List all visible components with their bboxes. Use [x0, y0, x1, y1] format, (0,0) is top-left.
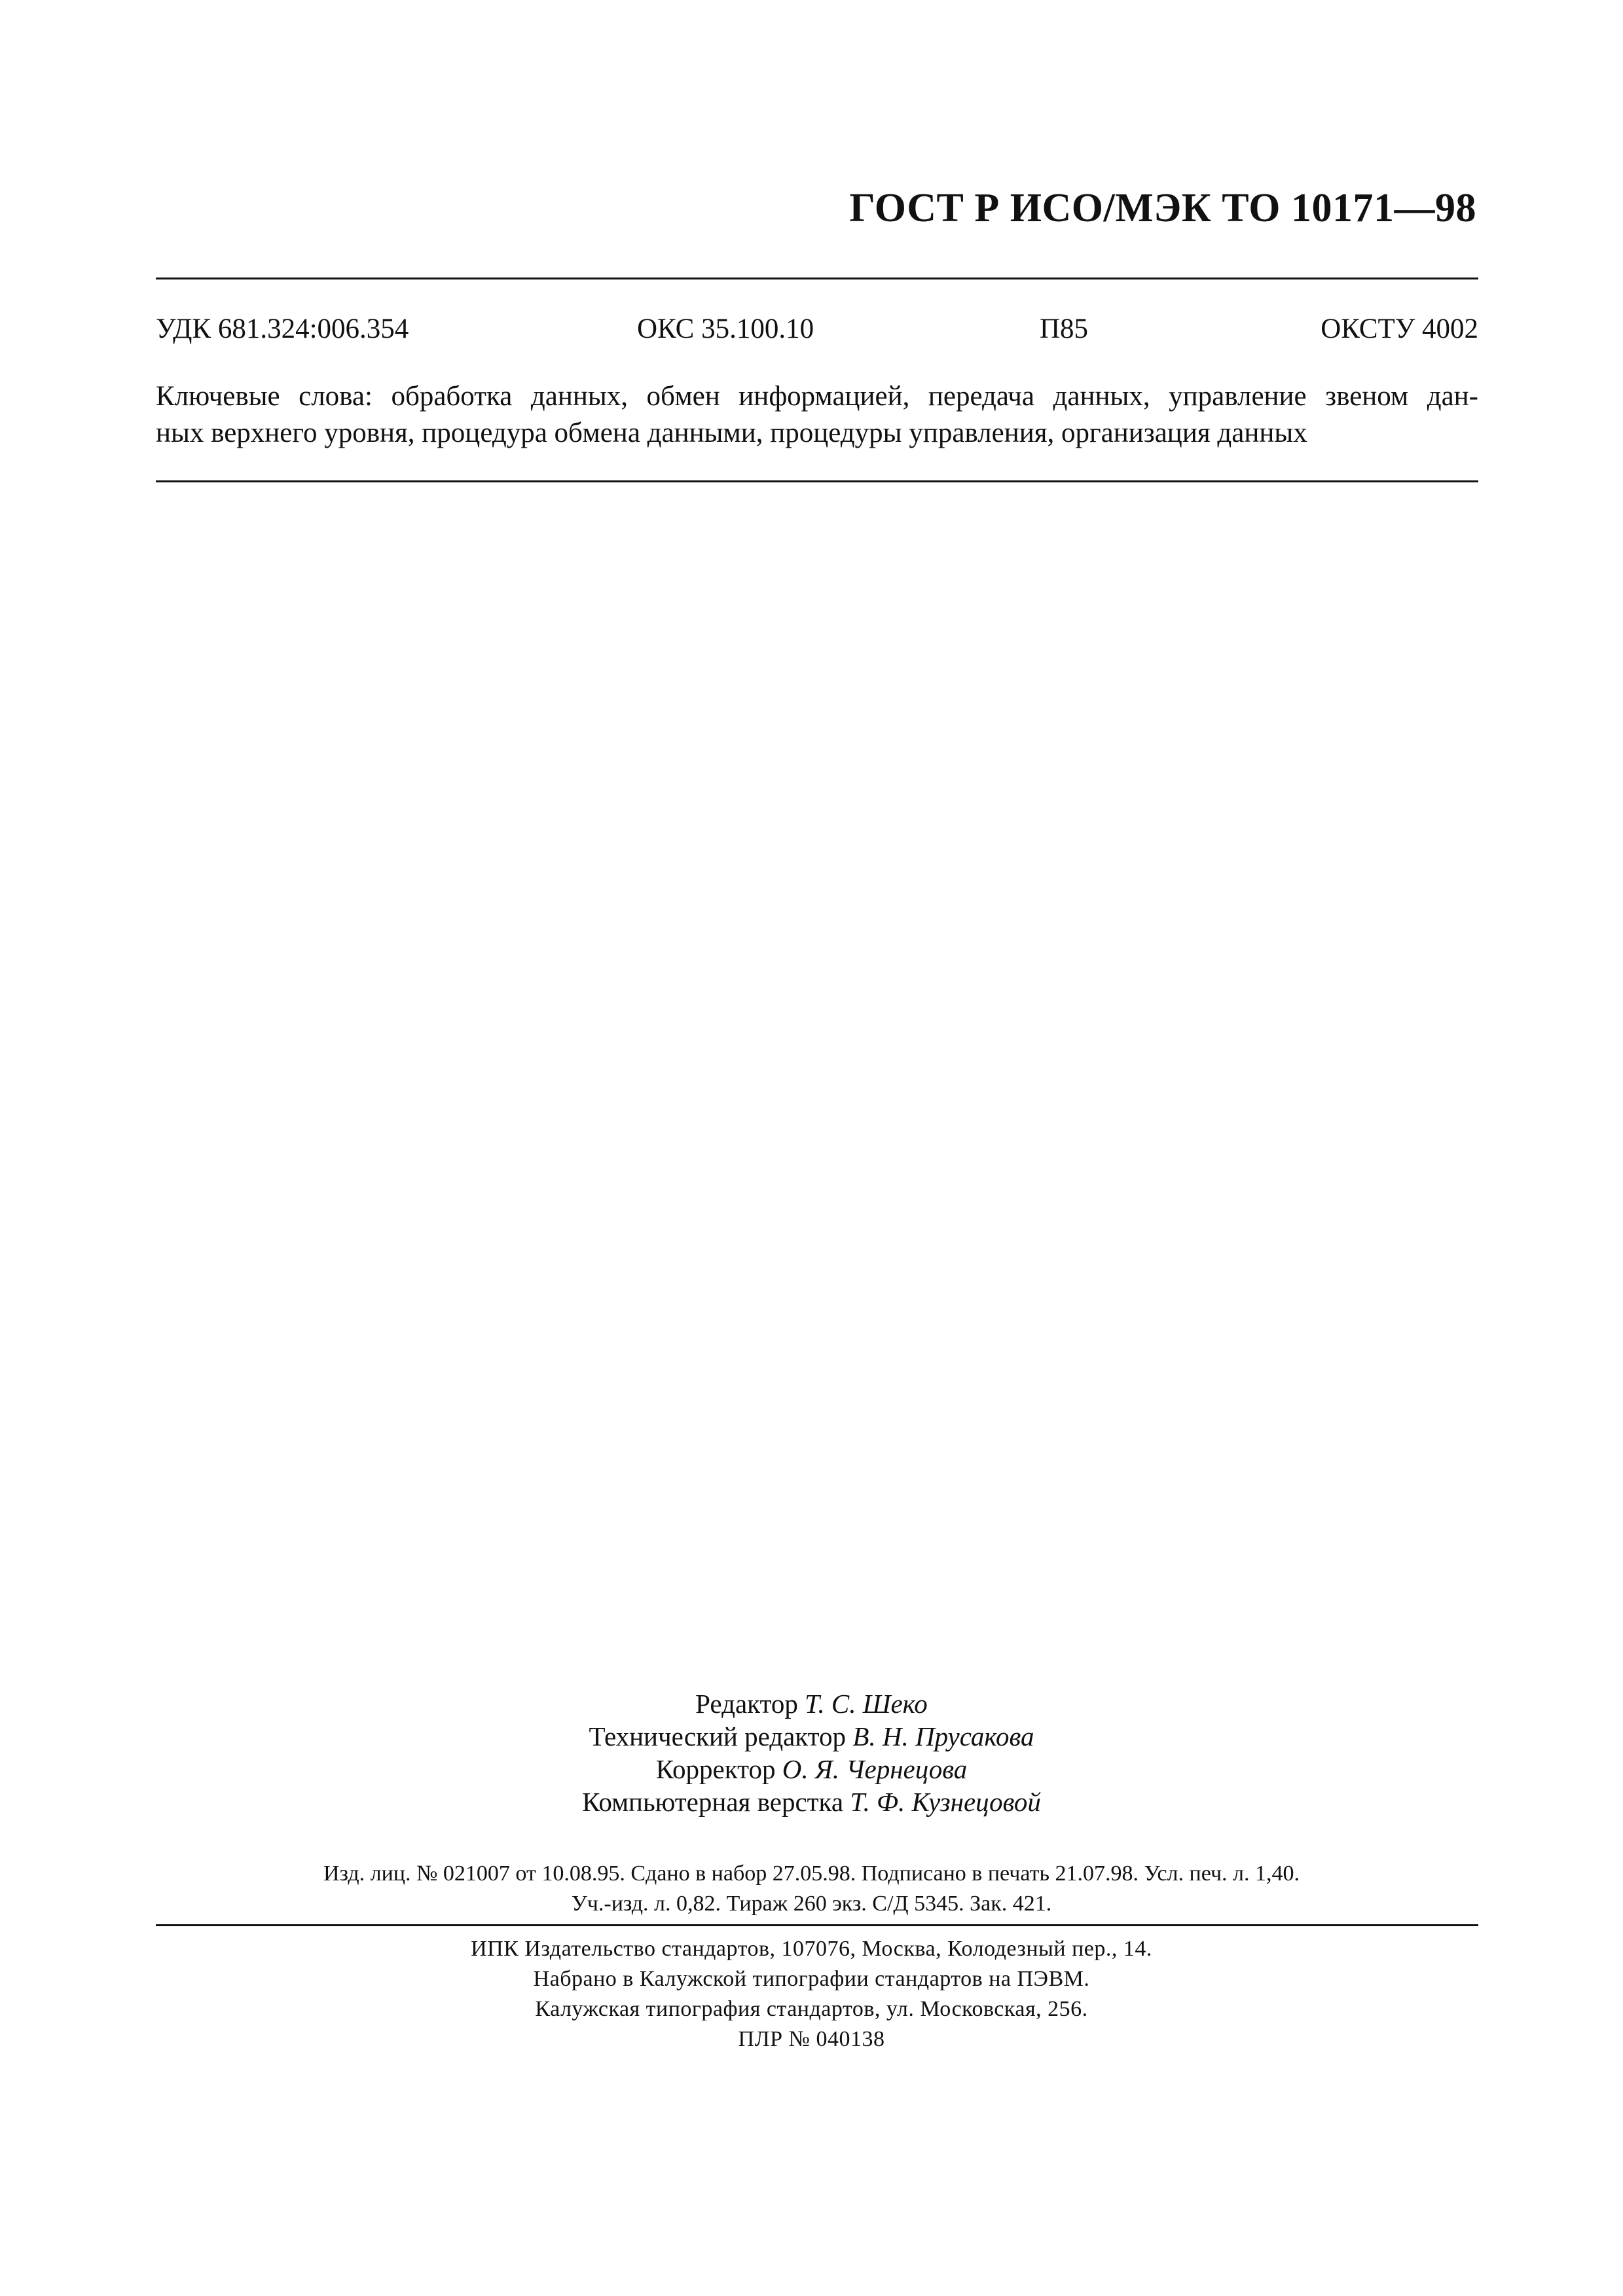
- publication-line-1: Изд. лиц. № 021007 от 10.08.95. Сдано в набор 27.05.98. Подписано в печать 21.07.98. Усл. печ. л. 1,40.: [323, 1861, 1300, 1886]
- credit-name: О. Я. Чернецова: [782, 1754, 968, 1784]
- oks-code: ОКС 35.100.10: [637, 314, 814, 344]
- printer-line-4: ПЛР № 040138: [738, 2027, 885, 2051]
- classification-row: [156, 313, 1478, 352]
- keywords-divider: [156, 480, 1478, 482]
- credit-role: Редактор: [695, 1689, 798, 1719]
- document-code: ГОСТ Р ИСО/МЭК ТО 10171—98: [849, 186, 1476, 230]
- keywords-block: [156, 378, 1478, 452]
- credit-role: Корректор: [655, 1754, 776, 1784]
- group-code: П85: [1040, 314, 1089, 344]
- printer-line-2: Набрано в Калужской типографии стандартов на ПЭВМ.: [533, 1967, 1090, 1991]
- okstu-code: ОКСТУ 4002: [1321, 314, 1478, 344]
- credit-name: В. Н. Прусакова: [852, 1721, 1034, 1751]
- credit-role: Компьютерная верстка: [582, 1787, 844, 1817]
- credit-proofreader: [0, 1753, 1623, 1785]
- credit-name: Т. С. Шеко: [805, 1689, 928, 1719]
- printer-info: [0, 1934, 1623, 2054]
- printer-line-3: Калужская типография стандартов, ул. Московская, 256.: [535, 1997, 1088, 2021]
- keywords-line-2: ных верхнего уровня, процедура обмена данными, процедуры управления, организация данных: [156, 418, 1307, 448]
- udk-code: УДК 681.324:006.354: [156, 314, 409, 344]
- credit-editor: [0, 1687, 1623, 1720]
- printer-line-1: ИПК Издательство стандартов, 107076, Москва, Колодезный пер., 14.: [471, 1937, 1152, 1961]
- credit-technical-editor: [0, 1720, 1623, 1753]
- top-divider: [156, 278, 1478, 279]
- keywords-line-1: Ключевые слова: обработка данных, обмен информацией, передача данных, управление звеном дан-: [156, 381, 1478, 412]
- publication-line-2: Уч.-изд. л. 0,82. Тираж 260 экз. С/Д 5345. Зак. 421.: [571, 1892, 1052, 1916]
- credit-role: Технический редактор: [589, 1721, 847, 1751]
- credit-name: Т. Ф. Кузнецовой: [850, 1787, 1041, 1817]
- credits-block: [0, 1687, 1623, 1818]
- credit-layout: [0, 1785, 1623, 1818]
- publication-info: [0, 1859, 1623, 1919]
- bottom-divider: [156, 1924, 1478, 1926]
